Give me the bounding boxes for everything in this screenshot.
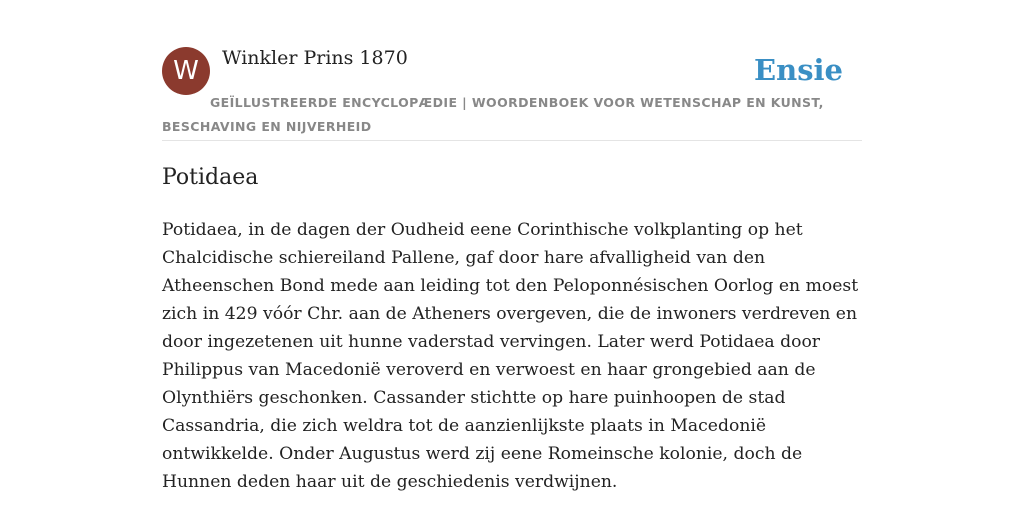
page-header (162, 46, 862, 141)
article-body: Potidaea, in de dagen der Oudheid eene Corinthische volkplanting op het Chalcidische schiereiland Pallene, gaf door hare afvalligheid van den Atheenschen Bond mede aan leiding tot den Peloponnésischen Oorlog en moest zich in 429 vóór Chr. aan de Atheners overgeven, die de inwoners verdreven en door ingezetenen uit hunne vaderstad vervingen. Later werd Potidaea door Philippus van Macedonië veroverd en verwoest en haar grongebied aan de Olynthiërs geschonken. Cassander stichtte op hare puinhoopen de stad Cassandria, die zich weldra tot de aanzienlijkste plaats in Macedonië ontwikkelde. Onder Augustus werd zij eene Romeinsche kolonie, doch de Hunnen deden haar uit de geschiedenis verdwijnen. (162, 220, 859, 492)
article-title: Potidaea (162, 165, 259, 190)
source-avatar[interactable]: W (162, 47, 210, 95)
source-subtitle: GEÏLLUSTREERDE ENCYCLOPÆDIE | WOORDENBOEK VOOR WETENSCHAP EN KUNST, BESCHAVING EN NIJVERHEID (162, 95, 824, 134)
source-title[interactable]: Winkler Prins 1870 (222, 47, 408, 69)
ensie-logo[interactable]: Ensie (754, 53, 843, 87)
